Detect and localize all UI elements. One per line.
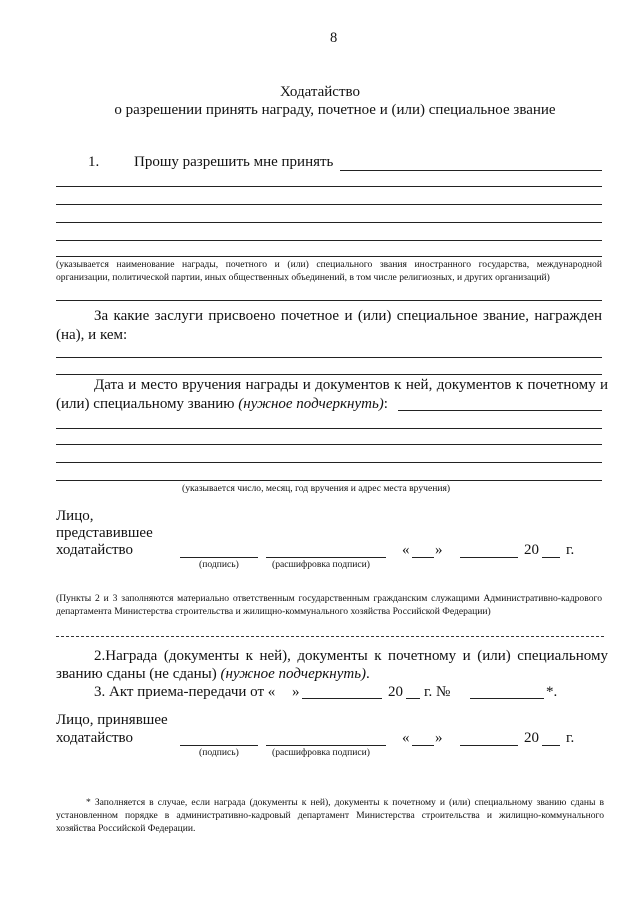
fill-line — [56, 240, 602, 241]
sign2-label-line1: Лицо, принявшее — [56, 712, 168, 728]
sign2-month-line — [460, 745, 518, 746]
item3-year-line — [406, 698, 420, 699]
sign1-month-line — [460, 557, 518, 558]
merits-line2: (на), и кем: — [56, 327, 128, 343]
sign2-quote-open: « — [402, 730, 410, 746]
delivery-line2-prefix: (или) специальному званию — [56, 396, 239, 412]
sign2-caption-signature: (подпись) — [199, 747, 239, 758]
delivery-line2-italic: (нужное подчеркнуть) — [238, 396, 384, 412]
item2-line2-prefix: званию сданы (не сданы) — [56, 666, 221, 682]
fill-line — [56, 204, 602, 205]
sign1-year-prefix: 20 — [524, 542, 539, 558]
fill-line — [56, 222, 602, 223]
sign2-year-suffix: г. — [566, 730, 575, 746]
sign1-caption-signature: (подпись) — [199, 559, 239, 570]
sign1-label-line1: Лицо, — [56, 508, 94, 524]
delivery-note: (указывается число, месяц, год вручения и адрес места вручения) — [182, 483, 451, 494]
sign2-day-line — [412, 745, 434, 746]
sign1-quote-close: » — [435, 542, 443, 558]
fill-line — [56, 480, 602, 481]
delivery-fill-line — [398, 410, 602, 411]
item2-line2 — [56, 666, 370, 683]
sign2-label-line2: ходатайство — [56, 730, 134, 746]
item3-quote-close: » — [292, 684, 300, 700]
dashed-separator — [56, 636, 604, 637]
sign2-quote-close: » — [435, 730, 443, 746]
delivery-line2 — [56, 396, 388, 413]
footnote: * Заполняется в случае, если награда (документы к ней), документы к почетному и (или) специальному званию сданы в установленном порядке в административно-кадровый департамент Министерства строительства и жилищно-коммунального хозяйства Российской Федерации. — [56, 797, 604, 834]
item2-line1: 2.Награда (документы к ней), документы к почетному и (или) специальному — [94, 648, 608, 664]
sign1-quote-open: « — [402, 542, 410, 558]
page-number: 8 — [330, 30, 338, 46]
sign2-year-line — [542, 745, 560, 746]
item2-line2-italic: (нужное подчеркнуть) — [220, 666, 367, 682]
sign1-caption-decoding: (расшифровка подписи) — [272, 559, 370, 570]
sign1-year-suffix: г. — [566, 542, 575, 558]
sign1-label-line2: представившее — [56, 525, 153, 541]
sign1-year-line — [542, 557, 560, 558]
document-title: Ходатайство — [280, 84, 360, 100]
merits-line1: За какие заслуги присвоено почетное и (или) специальное звание, награжден — [94, 308, 602, 324]
fill-line — [56, 374, 602, 375]
sign1-day-line — [412, 557, 434, 558]
fill-line — [56, 300, 602, 301]
paragraph-note: (Пункты 2 и 3 заполняются материально ответственным государственным гражданским служащими Административно-кадрового департамента Министерства строительства и жилищно-коммунального хозяйства Российской Федерации) — [56, 593, 602, 617]
item1-number: 1. — [88, 154, 100, 170]
fill-line — [56, 428, 602, 429]
fill-line — [56, 462, 602, 463]
sign2-year-prefix: 20 — [524, 730, 539, 746]
document-subtitle: о разрешении принять награду, почетное и (или) специальное звание — [114, 102, 556, 118]
item1-note: (указывается наименование награды, почетного и (или) специального звания иностранного государства, международной организации, политической партии, иных общественных объединений, в том числе религиозных, и других организаций) — [56, 259, 602, 283]
fill-line — [56, 444, 602, 445]
item3-text: 3. Акт приема-передачи от « — [94, 684, 276, 700]
fill-line — [56, 186, 602, 187]
sign1-label-line3: ходатайство — [56, 542, 134, 558]
item3-star: *. — [546, 684, 558, 700]
item1-text: Прошу разрешить мне принять — [134, 154, 334, 170]
item3-number-line — [470, 698, 544, 699]
fill-line — [56, 256, 602, 257]
item1-fill-line — [340, 170, 602, 171]
delivery-line2-suffix: : — [383, 396, 388, 412]
sign2-caption-decoding: (расшифровка подписи) — [272, 747, 370, 758]
delivery-line1: Дата и место вручения награды и документов к ней, документов к почетному и — [94, 377, 608, 393]
item3-year-suffix: г. № — [424, 684, 451, 700]
item3-date-line — [302, 698, 382, 699]
item3-year-prefix: 20 — [388, 684, 403, 700]
fill-line — [56, 357, 602, 358]
item2-line2-suffix: . — [366, 666, 370, 682]
